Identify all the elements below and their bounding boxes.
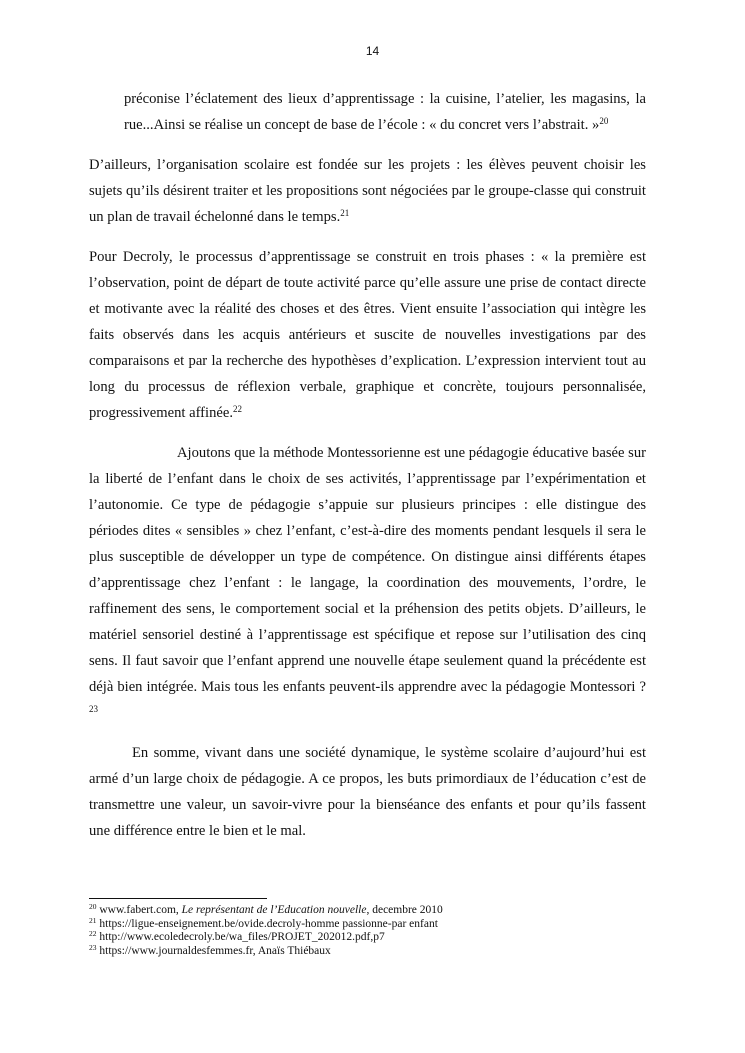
block-quote	[124, 86, 646, 138]
paragraph-montessori	[89, 440, 646, 726]
footnote-number: 20	[89, 902, 97, 911]
paragraph-projects	[89, 152, 646, 230]
footnote-20	[89, 904, 646, 918]
paragraph-decroly	[89, 244, 646, 426]
paragraph-text: En somme, vivant dans une société dynamique, le système scolaire d’aujourd’hui est armé d’un large choix de pédagogie. A ce propos, les buts primordiaux de l’éducation c’est de transmettre une valeur, un savoir-vivre pour la bienséance des enfants et pour qu’ils fassent une différence entre le bien et le mal.	[89, 745, 646, 839]
footnote-number: 22	[89, 929, 97, 938]
footnote-ref-21: 21	[340, 208, 350, 218]
document-body	[89, 86, 646, 858]
paragraph-text: Ajoutons que la méthode Montessorienne est une pédagogie éducative basée sur la liberté de l’enfant dans le choix de ses activités, l’apprentissage par l’expérimentation et l’autonomie. Ce type de pédagogie s’appuie sur plusieurs principes : elle distingue des périodes dites « sensibles » chez l’enfant, c’est-à-dire des moments pendant lesquels il sera le plus susceptible de développer un type de compétence. On distingue ainsi différents étapes d’apprentissage chez l’enfant : le langage, la coordination des mouvements, l’ordre, le raffinement des sens, le comportement social et la préhension des petits objets. D’ailleurs, le matériel sensoriel destiné à l’apprentissage est spécifique et repose sur l’utilisation des cinq sens. Il faut savoir que l’enfant apprend une nouvelle étape seulement quand la précédente est déjà bien intégrée. Mais tous les enfants peuvent-ils apprendre avec la pédagogie Montessori ?	[89, 445, 646, 695]
footnote-ref-20: 20	[599, 116, 609, 126]
footnote-prefix: www.fabert.com,	[99, 904, 182, 916]
footnote-21	[89, 915, 646, 932]
footnote-ref-23: 23	[89, 704, 98, 714]
footnotes	[89, 898, 646, 958]
footnote-ref-22: 22	[233, 404, 242, 414]
footnote-separator	[89, 898, 267, 899]
page-number: 14	[365, 44, 380, 58]
paragraph-text: Pour Decroly, le processus d’apprentissage se construit en trois phases : « la première est l’observation, point de départ de toute activité parce qu’elle assure une prise de contact directe et motivante avec la réalité des choses et des êtres. Vient ensuite l’association qui intègre les faits observés dans les acquis antérieurs et suscite de nouvelles investigations par des comparaisons et par la recherche des hypothèses d’explication. L’expression intervient tout au long du processus de réflexion verbale, graphique et concrète, toujours personnalisée, progressivement affinée.	[89, 249, 646, 421]
footnote-number: 21	[89, 915, 97, 925]
footnote-suffix: , decembre 2010	[366, 904, 443, 916]
footnote-22	[89, 931, 646, 945]
footnote-text: https://ligue-enseignement.be/ovide.decroly-homme passionne-par enfant	[99, 917, 438, 930]
footnote-number: 23	[89, 942, 97, 952]
paragraph-text: D’ailleurs, l’organisation scolaire est fondée sur les projets : les élèves peuvent choisir les sujets qu’ils désirent traiter et les propositions sont négociées par le groupe-classe qui construit un plan de travail échelonné dans le temps.	[89, 157, 646, 225]
footnote-23	[89, 942, 646, 959]
quote-text: préconise l’éclatement des lieux d’apprentissage : la cuisine, l’atelier, les magasins, la rue...Ainsi se réalise un concept de base de l’école : « du concret vers l’abstrait. »	[124, 91, 646, 133]
footnote-text: https://www.journaldesfemmes.fr, Anaïs Thiébaux	[99, 944, 331, 957]
footnote-title: Le représentant de l’Education nouvelle	[181, 904, 367, 916]
paragraph-conclusion	[89, 740, 646, 844]
footnote-text: http://www.ecoledecroly.be/wa_files/PROJET_202012.pdf,p7	[99, 931, 385, 943]
